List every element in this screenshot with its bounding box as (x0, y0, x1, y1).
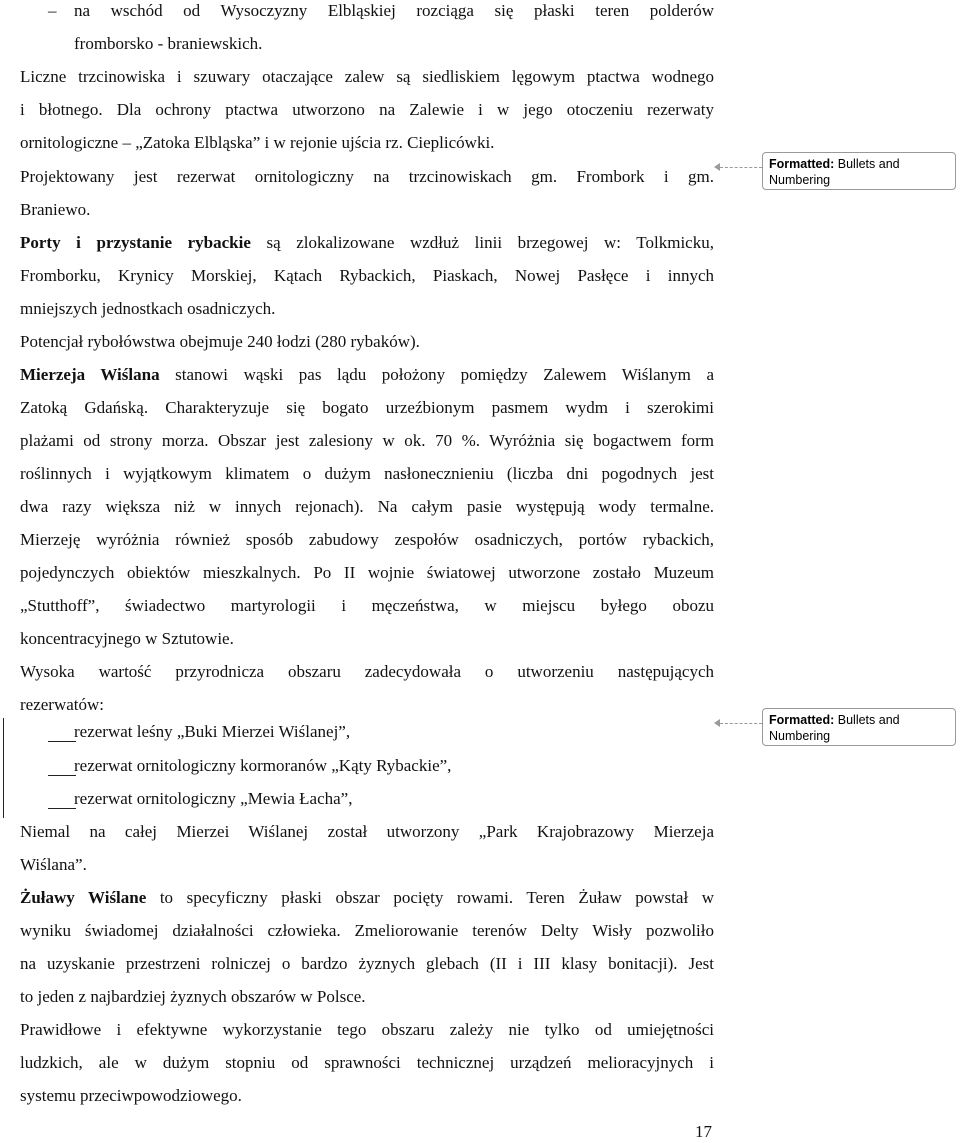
text-line: to jeden z najbardziej żyznych obszarów w Polsce. (20, 987, 366, 1006)
text-line: na wschód od Wysoczyzny Elbląskiej rozciąga się płaski teren polderów (74, 1, 714, 20)
format-comment-balloon[interactable]: Formatted: Bullets and Numbering (762, 708, 956, 746)
text-line: roślinnych i wyjątkowym klimatem o dużym nasłonecznieniu (liczba dni pogodnych jest (20, 464, 714, 483)
text-line: Zatoką Gdańską. Charakteryzuje się bogato urzeźbionym pasmem wydm i szerokimi (20, 398, 714, 417)
text-line: rezerwatów: (20, 695, 105, 714)
text-line: Wysoka wartość przyrodnicza obszaru zadecydowała o utworzeniu następujących (20, 662, 714, 681)
text-line: ludzkich, ale w dużym stopniu od sprawności technicznej urządzeń melioracyjnych i (20, 1053, 714, 1072)
balloon-leader-line (720, 723, 762, 724)
text-line: Prawidłowe i efektywne wykorzystanie tego obszaru zależy nie tylko od umiejętności (20, 1020, 714, 1039)
text-line: Braniewo. (20, 200, 91, 219)
format-comment-balloon[interactable]: Formatted: Bullets and Numbering (762, 152, 956, 190)
text-line: fromborsko - braniewskich. (74, 34, 263, 53)
text-line: Niemal na całej Mierzei Wiślanej został utworzony „Park Krajobrazowy Mierzeja (20, 822, 714, 841)
text-line: Porty i przystanie rybackie są zlokalizowane wzdłuż linii brzegowej w: Tolkmicku, (20, 233, 714, 252)
bullet-dash-underline (48, 808, 76, 809)
text-line: na uzyskanie przestrzeni rolniczej o bardzo żyznych glebach (II i III klasy bonitacji). Jest (20, 954, 714, 973)
text-line: Mierzeję wyróżnia również sposób zabudowy zespołów osadniczych, portów rybackich, (20, 530, 714, 549)
text-line: pojedynczych obiektów mieszkalnych. Po II wojnie światowej utworzone zostało Muzeum (20, 563, 714, 582)
text-line: Liczne trzcinowiska i szuwary otaczające zalew są siedliskiem lęgowym ptactwa wodnego (20, 67, 714, 86)
page-number: 17 (695, 1122, 712, 1141)
text-line: mniejszych jednostkach osadniczych. (20, 299, 276, 318)
text-line: dwa razy większa niż w innych rejonach). Na całym pasie występują wody termalne. (20, 497, 714, 516)
text-line: ornitologiczne – „Zatoka Elbląska” i w rejonie ujścia rz. Cieplicówki. (20, 133, 495, 152)
text-line: Fromborku, Krynicy Morskiej, Kątach Rybackich, Piaskach, Nowej Pasłęce i innych (20, 266, 714, 285)
text-line: Potencjał rybołówstwa obejmuje 240 łodzi (280 rybaków). (20, 332, 420, 351)
text-line: Wiślana”. (20, 855, 87, 874)
text-line: „Stutthoff”, świadectwo martyrologii i męczeństwa, w miejscu byłego obozu (20, 596, 714, 615)
text-line: Żuławy Wiślane to specyficzny płaski obszar pocięty rowami. Teren Żuław powstał w (20, 888, 714, 907)
bullet-dash-underline (48, 741, 76, 742)
text-line: wyniku świadomej działalności człowieka. Zmeliorowanie terenów Delty Wisły pozwoliło (20, 921, 714, 940)
change-bar (3, 718, 4, 818)
text-line: Mierzeja Wiślana stanowi wąski pas lądu położony pomiędzy Zalewem Wiślanym a (20, 365, 715, 384)
text-line: systemu przeciwpowodziowego. (20, 1086, 242, 1105)
text-line: plażami od strony morza. Obszar jest zalesiony w ok. 70 %. Wyróżnia się bogactwem form (20, 431, 714, 450)
list-item: rezerwat ornitologiczny „Mewia Łacha”, (74, 789, 353, 808)
bullet-dash-underline (48, 775, 76, 776)
text-line: i błotnego. Dla ochrony ptactwa utworzono na Zalewie i w jego otoczeniu rezerwaty (20, 100, 714, 119)
list-item: rezerwat leśny „Buki Mierzei Wiślanej”, (74, 722, 351, 741)
list-item: rezerwat ornitologiczny kormoranów „Kąty Rybackie”, (74, 756, 452, 775)
bullet-dash: – (48, 1, 57, 20)
text-line: Projektowany jest rezerwat ornitologiczny na trzcinowiskach gm. Frombork i gm. (20, 167, 714, 186)
text-line: koncentracyjnego w Sztutowie. (20, 629, 234, 648)
balloon-leader-line (720, 167, 762, 168)
